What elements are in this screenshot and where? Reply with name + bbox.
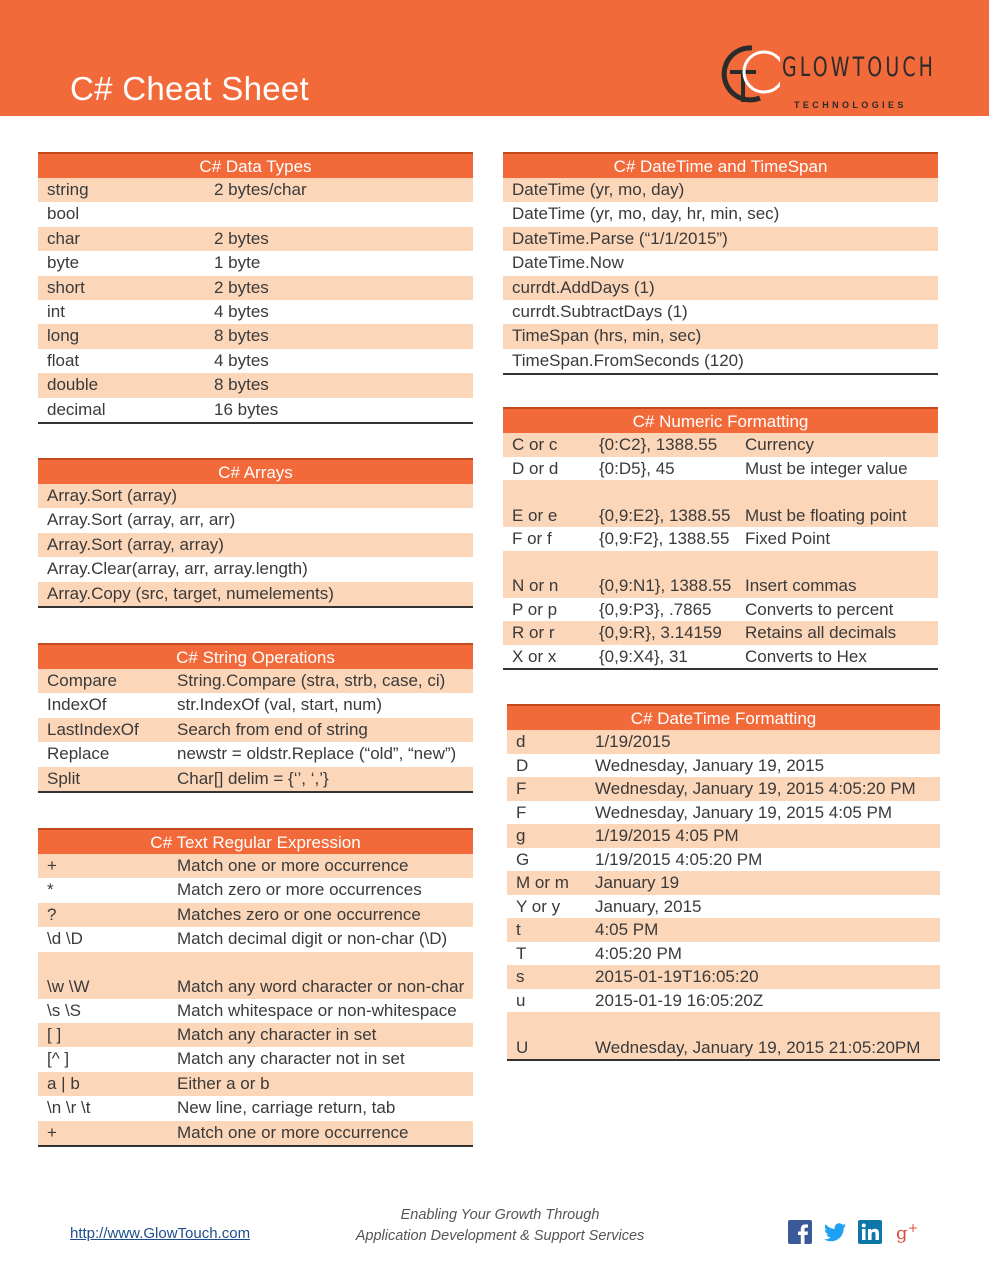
table-row: [503, 300, 938, 324]
table-cell: \n \r \t: [47, 1098, 91, 1118]
table-body: [38, 484, 473, 606]
table-row: [38, 398, 473, 422]
table-row: [38, 349, 473, 373]
table-cell: January 19: [595, 873, 680, 892]
table-cell: g: [516, 826, 526, 845]
table-cell: LastIndexOf: [47, 719, 139, 739]
table-cell: Matches zero or one occurrence: [177, 904, 421, 924]
table-cell: u: [516, 990, 526, 1010]
table-cell: 1/19/2015 4:05:20 PM: [595, 849, 763, 869]
table-row: [507, 871, 940, 895]
table-row: [503, 276, 938, 300]
table-cell: \s \S: [47, 1000, 82, 1020]
table-cell: DateTime.Parse (“1/1/2015”): [512, 228, 728, 248]
table-cell: {0,9:R}, 3.14159: [599, 623, 722, 642]
table-cell: Array.Sort (array): [47, 486, 178, 505]
table-cell: C or c: [512, 435, 558, 454]
table-row: [507, 942, 940, 966]
google-plus-icon[interactable]: [895, 1220, 921, 1244]
table-cell: Compare: [47, 671, 117, 690]
table-cell: 2 bytes/char: [214, 180, 307, 199]
table-cell: currdt.AddDays (1): [512, 277, 655, 297]
twitter-icon[interactable]: [823, 1220, 847, 1244]
table-cell: Split: [47, 768, 81, 788]
datetime-formatting-table: [507, 704, 940, 1061]
table-row: [38, 952, 473, 999]
table-cell: d: [516, 732, 526, 751]
table-row: [38, 1023, 473, 1047]
table-body: [38, 669, 473, 791]
table-cell: U: [516, 1037, 529, 1057]
table-heading: C# String Operations: [38, 643, 473, 669]
table-body: [38, 854, 473, 1145]
table-cell: Char[] delim = {‘’, ‘,’}: [177, 768, 329, 788]
table-cell: DateTime.Now: [512, 253, 624, 273]
table-cell: 2 bytes: [214, 277, 269, 297]
arrays-table: [38, 458, 473, 608]
table-row: [503, 527, 938, 551]
data-types-table: [38, 152, 473, 424]
table-cell: Replace: [47, 744, 110, 764]
table-cell: M or m: [516, 873, 569, 892]
table-cell: Y or y: [516, 896, 561, 916]
table-cell: Wednesday, January 19, 2015 4:05:20 PM: [595, 779, 916, 798]
table-cell: float: [47, 350, 80, 370]
table-cell: {0,9:E2}, 1388.55: [599, 505, 731, 525]
table-cell: +: [47, 856, 57, 875]
table-cell: 2015-01-19 16:05:20Z: [595, 990, 764, 1010]
table-row: [38, 1047, 473, 1071]
table-cell: Wednesday, January 19, 2015: [595, 755, 825, 775]
table-cell: R or r: [512, 623, 555, 642]
table-row: [503, 178, 938, 202]
table-cell: char: [47, 228, 81, 248]
table-body: [503, 433, 938, 668]
table-cell: [^ ]: [47, 1049, 70, 1069]
table-cell: {0,9:X4}, 31: [599, 646, 688, 666]
table-row: [38, 878, 473, 902]
page-title: C# Cheat Sheet: [70, 70, 310, 107]
table-cell: E or e: [512, 505, 558, 525]
table-cell: bool: [47, 204, 80, 224]
table-cell: ?: [47, 904, 57, 924]
table-cell: N or n: [512, 576, 559, 595]
table-row: [38, 718, 473, 742]
table-cell: Search from end of string: [177, 719, 368, 739]
table-cell: Either a or b: [177, 1073, 270, 1093]
table-cell: Match decimal digit or non-char (\D): [177, 929, 448, 949]
table-row: [38, 1096, 473, 1120]
table-cell: newstr = oldstr.Replace (“old”, “new”): [177, 744, 457, 764]
table-cell: F: [516, 779, 527, 798]
table-row: [503, 227, 938, 251]
table-cell: Match one or more occurrence: [177, 1122, 409, 1142]
table-cell: Currency: [745, 435, 814, 454]
table-row: [507, 754, 940, 778]
table-cell: January, 2015: [595, 896, 702, 916]
table-row: [38, 854, 473, 878]
table-body: [507, 730, 940, 1059]
table-cell: Match any character in set: [177, 1024, 377, 1044]
table-row: [507, 918, 940, 942]
table-cell: Insert commas: [745, 576, 857, 595]
table-cell: T: [516, 943, 527, 963]
table-cell: byte: [47, 253, 80, 273]
table-cell: {0,9:P3}, .7865: [599, 599, 712, 619]
table-cell: Match whitespace or non-whitespace: [177, 1000, 457, 1020]
table-row: [503, 251, 938, 275]
table-cell: X or x: [512, 646, 557, 666]
table-cell: [ ]: [47, 1024, 62, 1044]
table-row: [507, 777, 940, 801]
table-row: [507, 989, 940, 1013]
table-cell: decimal: [47, 399, 106, 419]
table-row: [38, 227, 473, 251]
table-cell: long: [47, 326, 80, 346]
table-heading: C# Numeric Formatting: [503, 407, 938, 433]
svg-text:g: g: [896, 1223, 908, 1244]
table-row: [38, 300, 473, 324]
table-cell: currdt.SubtractDays (1): [512, 301, 688, 321]
table-body: [503, 178, 938, 373]
header-banner: [0, 0, 989, 116]
table-row: [503, 324, 938, 348]
table-row: [507, 730, 940, 754]
table-cell: New line, carriage return, tab: [177, 1098, 396, 1118]
table-cell: {0,9:F2}, 1388.55: [599, 529, 730, 548]
table-cell: TimeSpan.FromSeconds (120): [512, 350, 744, 370]
table-cell: Wednesday, January 19, 2015 4:05 PM: [595, 802, 893, 822]
table-row: [507, 848, 940, 872]
table-row: [503, 621, 938, 645]
table-row: [503, 433, 938, 457]
table-row: [38, 1072, 473, 1096]
table-row: [38, 999, 473, 1023]
datetime-timespan-table: [503, 152, 938, 375]
table-cell: t: [516, 920, 521, 939]
table-row: [507, 965, 940, 989]
table-cell: Retains all decimals: [745, 623, 897, 642]
table-cell: 2015-01-19T16:05:20: [595, 967, 759, 986]
table-body: [38, 178, 473, 422]
table-cell: +: [47, 1122, 57, 1142]
table-row: [38, 202, 473, 226]
table-cell: F or f: [512, 529, 552, 548]
website-link[interactable]: http://www.GlowTouch.com: [70, 1225, 251, 1242]
table-row: [503, 202, 938, 226]
table-cell: Wednesday, January 19, 2015 21:05:20PM: [595, 1037, 921, 1057]
table-heading: C# Data Types: [38, 152, 473, 178]
table-heading: C# DateTime and TimeSpan: [503, 152, 938, 178]
table-row: [38, 251, 473, 275]
table-row: [38, 324, 473, 348]
table-row: [38, 767, 473, 791]
table-cell: 4:05 PM: [595, 920, 659, 939]
table-cell: F: [516, 802, 527, 822]
numeric-formatting-table: [503, 407, 938, 670]
table-row: [503, 457, 938, 481]
table-cell: {0:C2}, 1388.55: [599, 435, 718, 454]
table-cell: 2 bytes: [214, 228, 269, 248]
table-row: [507, 824, 940, 848]
table-row: [503, 645, 938, 669]
table-cell: Array.Copy (src, target, numelements): [47, 583, 334, 603]
table-cell: short: [47, 277, 85, 297]
table-row: [38, 484, 473, 508]
table-cell: Array.Sort (array, array): [47, 534, 224, 554]
table-row: [38, 178, 473, 202]
table-cell: s: [516, 967, 525, 986]
table-row: [503, 551, 938, 598]
table-cell: Match any word character or non-char: [177, 977, 465, 997]
facebook-icon[interactable]: [788, 1220, 812, 1244]
table-row: [507, 801, 940, 825]
table-row: [38, 669, 473, 693]
table-row: [503, 480, 938, 527]
table-cell: D: [516, 755, 529, 775]
table-cell: P or p: [512, 599, 558, 619]
table-row: [38, 927, 473, 951]
table-row: [507, 1012, 940, 1059]
table-heading: C# DateTime Formatting: [507, 704, 940, 730]
table-cell: DateTime (yr, mo, day): [512, 180, 685, 199]
table-row: [38, 582, 473, 606]
table-cell: 8 bytes: [214, 375, 269, 395]
table-row: [38, 373, 473, 397]
table-cell: G: [516, 849, 530, 869]
table-cell: 8 bytes: [214, 326, 269, 346]
table-cell: String.Compare (stra, strb, case, ci): [177, 671, 446, 690]
table-cell: 1 byte: [214, 253, 261, 273]
table-cell: Fixed Point: [745, 529, 831, 548]
tagline: Enabling Your Growth Through Application Development & Support Services: [355, 1207, 645, 1244]
table-cell: Array.Sort (array, arr, arr): [47, 510, 236, 530]
table-cell: string: [47, 180, 89, 199]
table-row: [507, 895, 940, 919]
table-cell: IndexOf: [47, 695, 107, 715]
table-cell: 16 bytes: [214, 399, 279, 419]
table-cell: Converts to Hex: [745, 646, 867, 666]
table-cell: {0,9:N1}, 1388.55: [599, 576, 732, 595]
string-operations-table: [38, 643, 473, 793]
table-cell: a | b: [47, 1073, 80, 1093]
table-cell: DateTime (yr, mo, day, hr, min, sec): [512, 204, 780, 224]
table-row: [38, 903, 473, 927]
table-cell: str.IndexOf (val, start, num): [177, 695, 383, 715]
table-row: [38, 508, 473, 532]
table-heading: C# Text Regular Expression: [38, 828, 473, 854]
table-cell: [205, 202, 473, 226]
table-row: [38, 533, 473, 557]
table-row: [38, 557, 473, 581]
table-cell: \d \D: [47, 929, 83, 949]
glowtouch-logo: GLOWTOUCH TECHNOLOGIES: [716, 42, 926, 108]
table-cell: 1/19/2015: [595, 732, 671, 751]
table-row: [503, 598, 938, 622]
table-row: [38, 276, 473, 300]
table-cell: double: [47, 375, 99, 395]
table-cell: D or d: [512, 458, 559, 478]
table-cell: \w \W: [47, 977, 90, 997]
table-cell: Match zero or more occurrences: [177, 880, 422, 900]
table-cell: 1/19/2015 4:05 PM: [595, 826, 739, 845]
table-cell: *: [47, 880, 54, 900]
table-cell: Match any character not in set: [177, 1049, 405, 1069]
table-cell: 4 bytes: [214, 301, 269, 321]
table-cell: 4 bytes: [214, 350, 269, 370]
linkedin-icon[interactable]: [858, 1220, 882, 1244]
table-cell: TimeSpan (hrs, min, sec): [512, 326, 702, 346]
table-cell: Array.Clear(array, arr, array.length): [47, 559, 308, 579]
table-row: [38, 1121, 473, 1145]
table-cell: Must be floating point: [745, 505, 907, 525]
table-row: [503, 349, 938, 373]
table-cell: int: [47, 301, 65, 321]
table-cell: 4:05:20 PM: [595, 943, 682, 963]
table-heading: C# Arrays: [38, 458, 473, 484]
table-row: [38, 693, 473, 717]
svg-text:+: +: [908, 1221, 919, 1235]
table-cell: {0:D5}, 45: [599, 458, 675, 478]
table-cell: Must be integer value: [745, 458, 908, 478]
table-row: [38, 742, 473, 766]
regex-table: [38, 828, 473, 1147]
table-cell: Converts to percent: [745, 599, 894, 619]
table-cell: Match one or more occurrence: [177, 856, 409, 875]
